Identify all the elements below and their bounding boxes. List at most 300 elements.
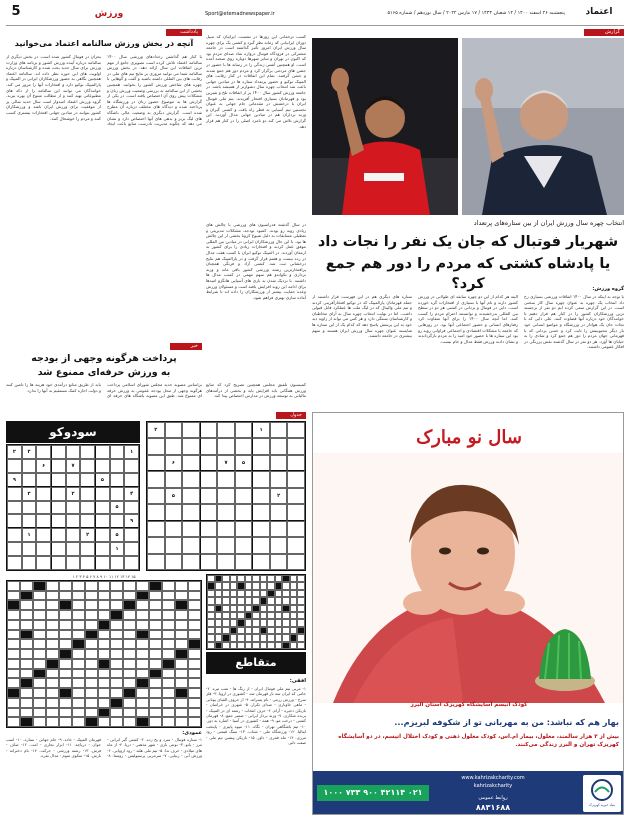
crossword-mini-cell[interactable] bbox=[297, 612, 305, 619]
crossword-cell[interactable] bbox=[175, 630, 188, 640]
crossword-cell[interactable] bbox=[46, 620, 59, 630]
sudoku-left-cell[interactable] bbox=[95, 501, 110, 515]
crossword-cell[interactable] bbox=[59, 620, 72, 630]
sudoku-left-cell[interactable] bbox=[110, 514, 125, 528]
crossword-cell[interactable] bbox=[175, 659, 188, 669]
sudoku-right-cell[interactable] bbox=[252, 521, 270, 537]
crossword-cell[interactable] bbox=[46, 708, 59, 718]
crossword-cell[interactable] bbox=[72, 708, 85, 718]
sudoku-left-cell[interactable] bbox=[95, 556, 110, 570]
crossword-cell[interactable] bbox=[123, 708, 136, 718]
crossword-cell[interactable] bbox=[72, 669, 85, 679]
crossword-cell[interactable] bbox=[188, 649, 201, 659]
crossword-cell[interactable] bbox=[123, 581, 136, 591]
crossword-cell[interactable] bbox=[110, 659, 123, 669]
crossword-cell[interactable] bbox=[188, 717, 201, 727]
sudoku-left-cell[interactable] bbox=[22, 542, 37, 556]
crossword-mini-cell[interactable] bbox=[297, 597, 305, 604]
sudoku-left-cell[interactable]: ۵ bbox=[110, 501, 125, 515]
crossword-cell[interactable] bbox=[98, 678, 111, 688]
crossword-cell[interactable] bbox=[85, 708, 98, 718]
sudoku-left-cell[interactable] bbox=[95, 459, 110, 473]
crossword-cell[interactable] bbox=[175, 639, 188, 649]
crossword-cell[interactable] bbox=[123, 678, 136, 688]
crossword-cell[interactable] bbox=[136, 620, 149, 630]
sudoku-right-cell[interactable] bbox=[182, 488, 200, 504]
crossword-cell[interactable] bbox=[188, 669, 201, 679]
crossword-mini-cell[interactable] bbox=[215, 597, 223, 604]
crossword-cell[interactable] bbox=[162, 630, 175, 640]
crossword-cell[interactable] bbox=[33, 717, 46, 727]
sudoku-right-cell[interactable] bbox=[200, 537, 218, 553]
crossword-cell[interactable] bbox=[149, 688, 162, 698]
crossword-mini-cell[interactable] bbox=[215, 612, 223, 619]
crossword-cell[interactable] bbox=[7, 591, 20, 601]
crossword-cell[interactable] bbox=[175, 610, 188, 620]
sudoku-right-cell[interactable]: ۷ bbox=[217, 455, 235, 471]
crossword-cell[interactable] bbox=[149, 610, 162, 620]
crossword-cell[interactable] bbox=[33, 610, 46, 620]
crossword-cell[interactable] bbox=[46, 581, 59, 591]
sudoku-right-cell[interactable] bbox=[252, 488, 270, 504]
sudoku-left-cell[interactable] bbox=[80, 542, 95, 556]
sudoku-left-cell[interactable] bbox=[124, 459, 139, 473]
crossword-cell[interactable] bbox=[175, 698, 188, 708]
crossword-cell[interactable] bbox=[136, 659, 149, 669]
crossword-mini-cell[interactable] bbox=[297, 642, 305, 649]
crossword-mini-cell[interactable] bbox=[237, 634, 245, 641]
sudoku-right-cell[interactable]: ۶ bbox=[165, 455, 183, 471]
crossword-mini-cell[interactable] bbox=[282, 627, 290, 634]
crossword-cell[interactable] bbox=[162, 639, 175, 649]
crossword-cell[interactable] bbox=[188, 708, 201, 718]
sudoku-left-cell[interactable] bbox=[80, 501, 95, 515]
sudoku-right-cell[interactable] bbox=[147, 554, 165, 570]
crossword-cell[interactable] bbox=[175, 717, 188, 727]
sudoku-right-cell[interactable] bbox=[252, 554, 270, 570]
sudoku-left-cell[interactable] bbox=[51, 445, 66, 459]
crossword-cell[interactable] bbox=[188, 620, 201, 630]
crossword-cell[interactable] bbox=[188, 591, 201, 601]
sudoku-left-cell[interactable] bbox=[36, 542, 51, 556]
crossword-cell[interactable] bbox=[110, 581, 123, 591]
sudoku-left-cell[interactable] bbox=[22, 473, 37, 487]
sudoku-left-cell[interactable]: ۲ bbox=[22, 445, 37, 459]
sudoku-right-cell[interactable] bbox=[182, 521, 200, 537]
sudoku-right-cell[interactable] bbox=[270, 504, 288, 520]
crossword-cell[interactable] bbox=[188, 581, 201, 591]
sudoku-right-cell[interactable] bbox=[235, 438, 253, 454]
crossword-mini-cell[interactable] bbox=[215, 590, 223, 597]
sudoku-right-cell[interactable] bbox=[200, 471, 218, 487]
crossword-mini-cell[interactable] bbox=[267, 619, 275, 626]
sudoku-right-cell[interactable] bbox=[165, 554, 183, 570]
crossword-mini-cell[interactable] bbox=[245, 619, 253, 626]
crossword-cell[interactable] bbox=[20, 649, 33, 659]
crossword-mini-cell[interactable] bbox=[230, 612, 238, 619]
crossword-mini-cell[interactable] bbox=[215, 619, 223, 626]
crossword-mini-cell[interactable] bbox=[222, 597, 230, 604]
crossword-mini-cell[interactable] bbox=[282, 582, 290, 589]
crossword-cell[interactable] bbox=[110, 708, 123, 718]
crossword-mini-cell[interactable] bbox=[275, 597, 283, 604]
sudoku-right-cell[interactable]: ۱ bbox=[252, 422, 270, 438]
crossword-mini-cell[interactable] bbox=[207, 619, 215, 626]
crossword-mini-cell[interactable] bbox=[245, 605, 253, 612]
sudoku-right-cell[interactable] bbox=[165, 438, 183, 454]
sudoku-right-cell[interactable] bbox=[182, 537, 200, 553]
crossword-cell[interactable] bbox=[123, 639, 136, 649]
crossword-cell[interactable] bbox=[7, 659, 20, 669]
crossword-mini-cell[interactable] bbox=[252, 634, 260, 641]
crossword-mini-cell[interactable] bbox=[245, 575, 253, 582]
sudoku-left-cell[interactable] bbox=[51, 514, 66, 528]
sudoku-left-cell[interactable] bbox=[36, 487, 51, 501]
crossword-cell[interactable] bbox=[72, 620, 85, 630]
crossword-cell[interactable] bbox=[188, 610, 201, 620]
sudoku-left-cell[interactable] bbox=[7, 501, 22, 515]
sudoku-right-cell[interactable] bbox=[252, 471, 270, 487]
crossword-cell[interactable] bbox=[59, 659, 72, 669]
crossword-mini-cell[interactable] bbox=[230, 634, 238, 641]
sudoku-left-cell[interactable] bbox=[51, 473, 66, 487]
sudoku-right-cell[interactable] bbox=[200, 488, 218, 504]
crossword-cell[interactable] bbox=[110, 717, 123, 727]
crossword-cell[interactable] bbox=[33, 630, 46, 640]
crossword-cell[interactable] bbox=[46, 610, 59, 620]
crossword-mini-cell[interactable] bbox=[237, 597, 245, 604]
crossword-mini-cell[interactable] bbox=[275, 619, 283, 626]
crossword-mini-cell[interactable] bbox=[237, 590, 245, 597]
sudoku-right-cell[interactable] bbox=[287, 488, 305, 504]
sudoku-left-cell[interactable]: ۹ bbox=[7, 473, 22, 487]
sudoku-right-cell[interactable] bbox=[165, 521, 183, 537]
sudoku-left-cell[interactable] bbox=[66, 542, 81, 556]
sudoku-left-cell[interactable]: ۱ bbox=[124, 445, 139, 459]
sudoku-left-cell[interactable] bbox=[95, 445, 110, 459]
sudoku-left-cell[interactable] bbox=[51, 528, 66, 542]
crossword-cell[interactable] bbox=[98, 698, 111, 708]
crossword-mini-cell[interactable] bbox=[237, 605, 245, 612]
sudoku-left-cell[interactable] bbox=[80, 514, 95, 528]
sudoku-left-cell[interactable] bbox=[66, 445, 81, 459]
crossword-cell[interactable] bbox=[110, 630, 123, 640]
sudoku-left-cell[interactable] bbox=[95, 542, 110, 556]
crossword-cell[interactable] bbox=[85, 688, 98, 698]
crossword-cell[interactable] bbox=[7, 620, 20, 630]
sudoku-left-cell[interactable]: ۲ bbox=[80, 528, 95, 542]
crossword-mini-cell[interactable] bbox=[275, 642, 283, 649]
sudoku-left-cell[interactable] bbox=[80, 487, 95, 501]
crossword-cell[interactable] bbox=[188, 630, 201, 640]
sudoku-right-cell[interactable] bbox=[200, 554, 218, 570]
sudoku-right-cell[interactable] bbox=[287, 438, 305, 454]
crossword-cell[interactable] bbox=[72, 688, 85, 698]
crossword-cell[interactable] bbox=[72, 581, 85, 591]
crossword-mini-cell[interactable] bbox=[290, 597, 298, 604]
sudoku-left-cell[interactable] bbox=[51, 501, 66, 515]
crossword-mini-cell[interactable] bbox=[282, 634, 290, 641]
sudoku-left-cell[interactable] bbox=[36, 473, 51, 487]
crossword-cell[interactable] bbox=[85, 591, 98, 601]
sudoku-right-cell[interactable] bbox=[235, 488, 253, 504]
crossword-cell[interactable] bbox=[85, 600, 98, 610]
crossword-cell[interactable] bbox=[149, 591, 162, 601]
sudoku-right-cell[interactable] bbox=[252, 438, 270, 454]
crossword-cell[interactable] bbox=[162, 698, 175, 708]
crossword-cell[interactable] bbox=[188, 698, 201, 708]
crossword-mini-cell[interactable] bbox=[222, 627, 230, 634]
crossword-cell[interactable] bbox=[46, 717, 59, 727]
crossword-cell[interactable] bbox=[149, 620, 162, 630]
crossword-cell[interactable] bbox=[20, 688, 33, 698]
sudoku-left-cell[interactable]: ۶ bbox=[36, 459, 51, 473]
sudoku-left-cell[interactable] bbox=[7, 459, 22, 473]
crossword-cell[interactable] bbox=[110, 600, 123, 610]
sudoku-right-cell[interactable] bbox=[217, 537, 235, 553]
sudoku-left-cell[interactable]: ۴ bbox=[124, 487, 139, 501]
crossword-mini-cell[interactable] bbox=[237, 642, 245, 649]
crossword-cell[interactable] bbox=[162, 581, 175, 591]
crossword-mini-cell[interactable] bbox=[290, 582, 298, 589]
crossword-mini-cell[interactable] bbox=[230, 575, 238, 582]
crossword-mini-cell[interactable] bbox=[275, 605, 283, 612]
crossword-cell[interactable] bbox=[20, 698, 33, 708]
crossword-mini-cell[interactable] bbox=[297, 619, 305, 626]
crossword-cell[interactable] bbox=[98, 669, 111, 679]
crossword-mini-cell[interactable] bbox=[290, 575, 298, 582]
crossword-mini-cell[interactable] bbox=[222, 582, 230, 589]
crossword-cell[interactable] bbox=[59, 678, 72, 688]
crossword-mini-cell[interactable] bbox=[290, 612, 298, 619]
crossword-cell[interactable] bbox=[20, 639, 33, 649]
sudoku-left-cell[interactable] bbox=[124, 542, 139, 556]
crossword-mini-cell[interactable] bbox=[215, 634, 223, 641]
crossword-cell[interactable] bbox=[110, 639, 123, 649]
crossword-mini-cell[interactable] bbox=[252, 575, 260, 582]
crossword-cell[interactable] bbox=[98, 688, 111, 698]
crossword-mini-cell[interactable] bbox=[267, 634, 275, 641]
sudoku-right-cell[interactable] bbox=[270, 521, 288, 537]
sudoku-right-cell[interactable] bbox=[252, 455, 270, 471]
crossword-mini-cell[interactable] bbox=[222, 612, 230, 619]
sudoku-left-cell[interactable] bbox=[22, 501, 37, 515]
crossword-mini-cell[interactable] bbox=[252, 642, 260, 649]
crossword-mini-cell[interactable] bbox=[267, 642, 275, 649]
sudoku-right-cell[interactable] bbox=[200, 438, 218, 454]
crossword-cell[interactable] bbox=[33, 688, 46, 698]
sudoku-right-cell[interactable] bbox=[287, 521, 305, 537]
sudoku-left-cell[interactable]: ۱ bbox=[22, 528, 37, 542]
sudoku-right-cell[interactable] bbox=[147, 438, 165, 454]
sudoku-left-cell[interactable] bbox=[7, 528, 22, 542]
crossword-cell[interactable] bbox=[136, 581, 149, 591]
crossword-mini-cell[interactable] bbox=[297, 575, 305, 582]
sudoku-right-cell[interactable] bbox=[270, 438, 288, 454]
sudoku-left-cell[interactable] bbox=[95, 487, 110, 501]
crossword-cell[interactable] bbox=[46, 669, 59, 679]
sudoku-left-cell[interactable]: ۹ bbox=[124, 514, 139, 528]
crossword-cell[interactable] bbox=[7, 717, 20, 727]
sudoku-right-cell[interactable] bbox=[217, 521, 235, 537]
crossword-mini-cell[interactable] bbox=[207, 642, 215, 649]
sudoku-right-cell[interactable] bbox=[287, 554, 305, 570]
crossword-mini-cell[interactable] bbox=[207, 575, 215, 582]
sudoku-left-cell[interactable] bbox=[22, 556, 37, 570]
sudoku-right-cell[interactable] bbox=[270, 422, 288, 438]
sudoku-left-cell[interactable] bbox=[51, 459, 66, 473]
sudoku-right-cell[interactable] bbox=[200, 455, 218, 471]
sudoku-right-cell[interactable] bbox=[147, 455, 165, 471]
sudoku-left-cell[interactable] bbox=[66, 514, 81, 528]
crossword-cell[interactable] bbox=[72, 717, 85, 727]
crossword-cell[interactable] bbox=[98, 600, 111, 610]
crossword-cell[interactable] bbox=[72, 649, 85, 659]
crossword-cell[interactable] bbox=[33, 620, 46, 630]
crossword-mini-cell[interactable] bbox=[290, 605, 298, 612]
crossword-mini-cell[interactable] bbox=[297, 605, 305, 612]
crossword-cell[interactable] bbox=[136, 610, 149, 620]
crossword-cell[interactable] bbox=[162, 610, 175, 620]
sudoku-right-cell[interactable] bbox=[165, 537, 183, 553]
crossword-cell[interactable] bbox=[188, 600, 201, 610]
crossword-mini-cell[interactable] bbox=[237, 575, 245, 582]
crossword-cell[interactable] bbox=[175, 581, 188, 591]
crossword-cell[interactable] bbox=[59, 717, 72, 727]
crossword-cell[interactable] bbox=[98, 581, 111, 591]
crossword-mini-cell[interactable] bbox=[245, 582, 253, 589]
ad-website[interactable]: www.kahrizakcharity.com bbox=[461, 775, 525, 781]
crossword-mini-cell[interactable] bbox=[290, 642, 298, 649]
crossword-cell[interactable] bbox=[123, 717, 136, 727]
sudoku-left-cell[interactable] bbox=[22, 459, 37, 473]
crossword-mini-cell[interactable] bbox=[282, 612, 290, 619]
sudoku-left-cell[interactable] bbox=[66, 556, 81, 570]
crossword-cell[interactable] bbox=[20, 600, 33, 610]
sudoku-left-cell[interactable] bbox=[80, 445, 95, 459]
crossword-cell[interactable] bbox=[162, 669, 175, 679]
crossword-mini-cell[interactable] bbox=[282, 619, 290, 626]
crossword-cell[interactable] bbox=[149, 600, 162, 610]
crossword-mini-cell[interactable] bbox=[207, 627, 215, 634]
crossword-cell[interactable] bbox=[33, 698, 46, 708]
crossword-cell[interactable] bbox=[85, 620, 98, 630]
crossword-cell[interactable] bbox=[98, 610, 111, 620]
crossword-mini-cell[interactable] bbox=[267, 605, 275, 612]
sudoku-right-cell[interactable] bbox=[235, 554, 253, 570]
sudoku-left-cell[interactable] bbox=[36, 514, 51, 528]
crossword-mini-cell[interactable] bbox=[275, 612, 283, 619]
sudoku-right-cell[interactable] bbox=[270, 471, 288, 487]
sudoku-right-cell[interactable] bbox=[287, 422, 305, 438]
crossword-mini-cell[interactable] bbox=[260, 619, 268, 626]
crossword-mini-cell[interactable] bbox=[222, 619, 230, 626]
crossword-cell[interactable] bbox=[20, 620, 33, 630]
crossword-mini-cell[interactable] bbox=[267, 582, 275, 589]
crossword-cell[interactable] bbox=[149, 659, 162, 669]
sudoku-right-cell[interactable] bbox=[165, 422, 183, 438]
sudoku-right-cell[interactable] bbox=[270, 554, 288, 570]
sudoku-right-cell[interactable] bbox=[235, 504, 253, 520]
crossword-cell[interactable] bbox=[20, 581, 33, 591]
sudoku-left-cell[interactable] bbox=[7, 542, 22, 556]
crossword-cell[interactable] bbox=[162, 600, 175, 610]
crossword-cell[interactable] bbox=[85, 698, 98, 708]
crossword-cell[interactable] bbox=[123, 591, 136, 601]
crossword-cell[interactable] bbox=[20, 610, 33, 620]
crossword-mini-cell[interactable] bbox=[260, 642, 268, 649]
crossword-mini-cell[interactable] bbox=[275, 575, 283, 582]
sudoku-left-cell[interactable] bbox=[110, 473, 125, 487]
sudoku-right-cell[interactable] bbox=[235, 521, 253, 537]
crossword-cell[interactable] bbox=[123, 659, 136, 669]
sudoku-left-cell[interactable] bbox=[110, 487, 125, 501]
crossword-cell[interactable] bbox=[162, 649, 175, 659]
crossword-cell[interactable] bbox=[20, 669, 33, 679]
sudoku-right-cell[interactable] bbox=[182, 504, 200, 520]
crossword-cell[interactable] bbox=[46, 678, 59, 688]
crossword-cell[interactable] bbox=[110, 678, 123, 688]
crossword-mini-cell[interactable] bbox=[290, 590, 298, 597]
sudoku-right-cell[interactable] bbox=[217, 488, 235, 504]
crossword-cell[interactable] bbox=[123, 669, 136, 679]
crossword-cell[interactable] bbox=[20, 708, 33, 718]
sudoku-right-cell[interactable] bbox=[287, 471, 305, 487]
crossword-cell[interactable] bbox=[85, 581, 98, 591]
crossword-mini-cell[interactable] bbox=[215, 582, 223, 589]
crossword-mini-cell[interactable] bbox=[260, 582, 268, 589]
crossword-cell[interactable] bbox=[162, 688, 175, 698]
sudoku-right-cell[interactable] bbox=[217, 438, 235, 454]
crossword-cell[interactable] bbox=[59, 639, 72, 649]
crossword-cell[interactable] bbox=[149, 630, 162, 640]
crossword-mini-cell[interactable] bbox=[207, 634, 215, 641]
sudoku-right-cell[interactable] bbox=[182, 471, 200, 487]
crossword-cell[interactable] bbox=[59, 591, 72, 601]
sudoku-left-cell[interactable] bbox=[7, 556, 22, 570]
crossword-cell[interactable] bbox=[46, 600, 59, 610]
sudoku-right-cell[interactable] bbox=[165, 471, 183, 487]
sudoku-right-cell[interactable] bbox=[252, 504, 270, 520]
crossword-cell[interactable] bbox=[85, 669, 98, 679]
sudoku-right-cell[interactable] bbox=[270, 537, 288, 553]
sudoku-right-cell[interactable] bbox=[235, 471, 253, 487]
crossword-cell[interactable] bbox=[85, 678, 98, 688]
crossword-mini-cell[interactable] bbox=[267, 597, 275, 604]
sudoku-right-cell[interactable] bbox=[147, 504, 165, 520]
sudoku-right-cell[interactable] bbox=[165, 504, 183, 520]
crossword-cell[interactable] bbox=[7, 639, 20, 649]
crossword-cell[interactable] bbox=[188, 688, 201, 698]
crossword-cell[interactable] bbox=[46, 639, 59, 649]
crossword-mini-cell[interactable] bbox=[252, 619, 260, 626]
crossword-mini-cell[interactable] bbox=[260, 590, 268, 597]
sudoku-right-cell[interactable] bbox=[182, 455, 200, 471]
sudoku-right-cell[interactable] bbox=[235, 537, 253, 553]
sudoku-right-cell[interactable] bbox=[182, 554, 200, 570]
crossword-mini-cell[interactable] bbox=[207, 612, 215, 619]
crossword-cell[interactable] bbox=[188, 678, 201, 688]
sudoku-left-cell[interactable] bbox=[95, 514, 110, 528]
crossword-mini-cell[interactable] bbox=[237, 627, 245, 634]
crossword-mini-cell[interactable] bbox=[222, 590, 230, 597]
sudoku-left-cell[interactable] bbox=[66, 501, 81, 515]
crossword-cell[interactable] bbox=[98, 717, 111, 727]
crossword-cell[interactable] bbox=[72, 610, 85, 620]
crossword-cell[interactable] bbox=[7, 630, 20, 640]
crossword-mini-cell[interactable] bbox=[282, 597, 290, 604]
crossword-mini-cell[interactable] bbox=[275, 590, 283, 597]
